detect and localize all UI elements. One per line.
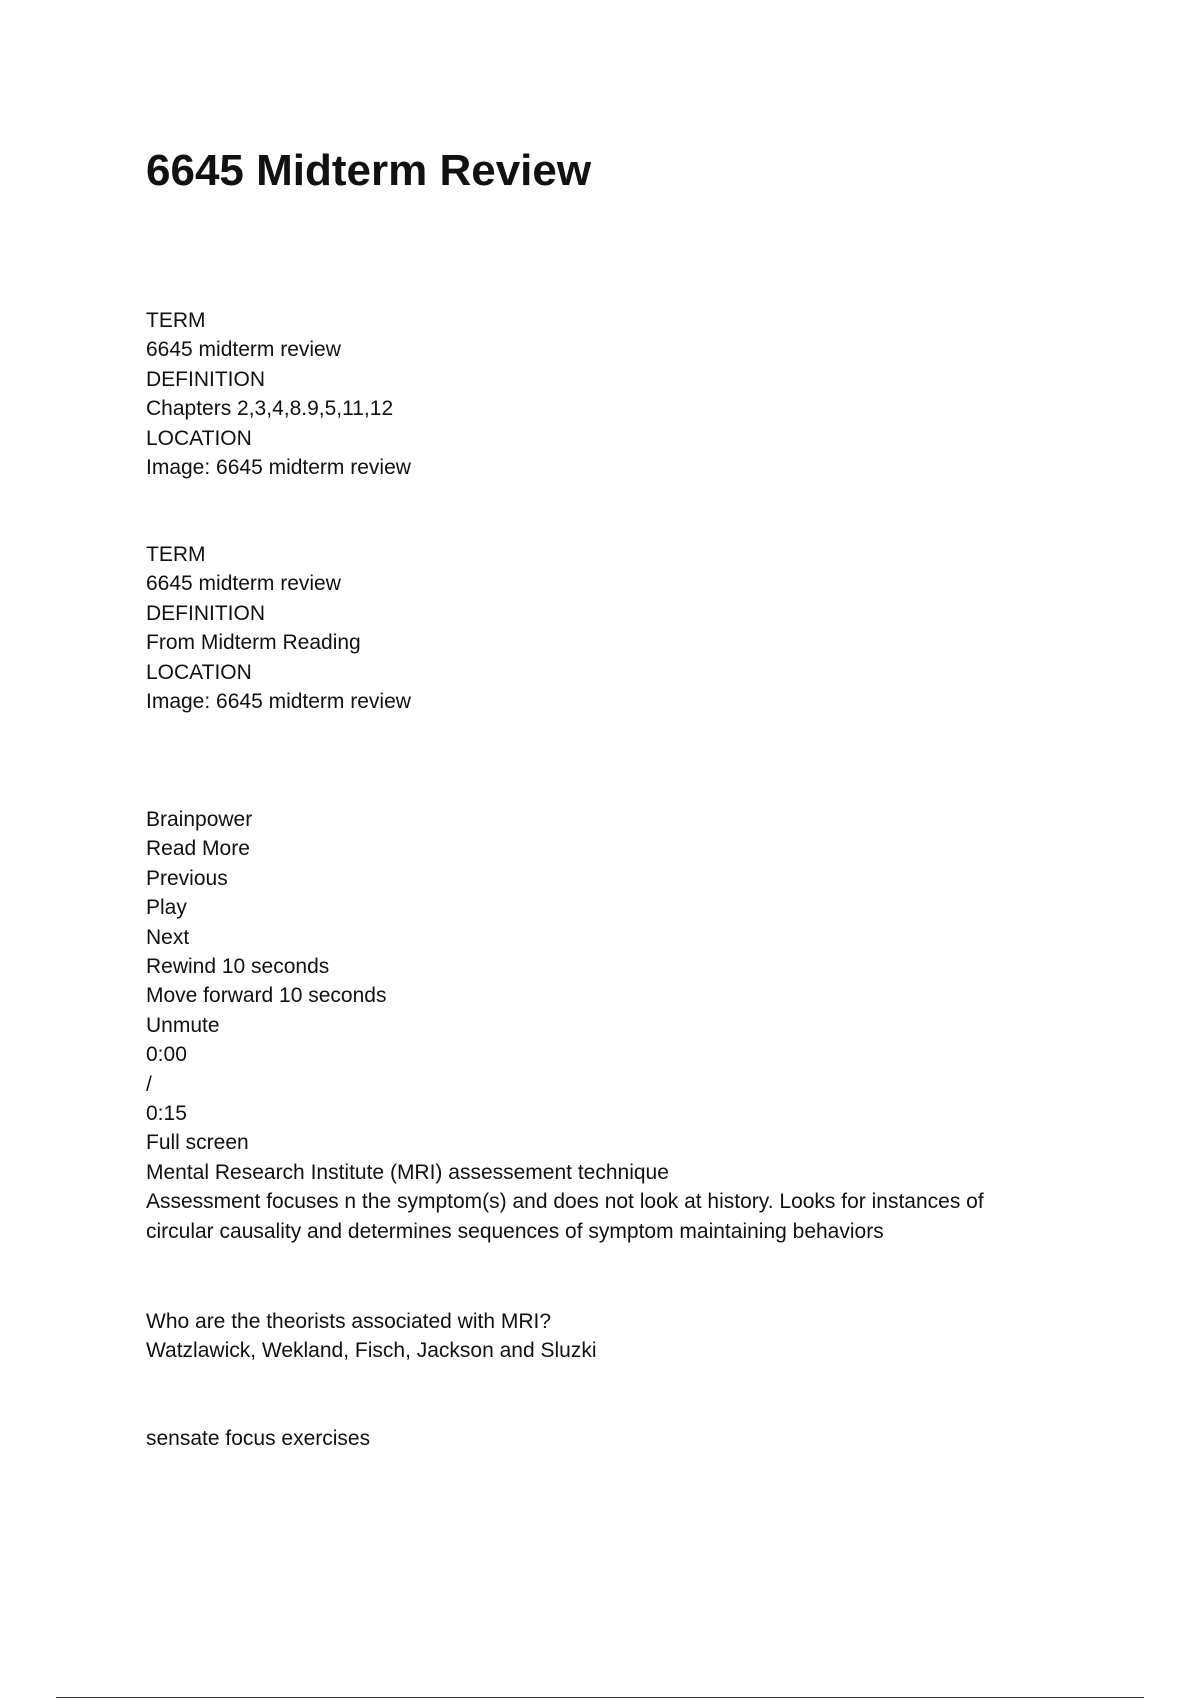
unmute-button[interactable]: Unmute [146,1013,220,1037]
qa-answer: Watzlawick, Wekland, Fisch, Jackson and Sluzki [146,1339,597,1363]
location-value: Image: 6645 midterm review [146,456,411,480]
current-time: 0:00 [146,1043,187,1067]
next-button[interactable]: Next [146,925,190,949]
location-label: LOCATION [146,426,252,450]
previous-button[interactable]: Previous [146,866,228,890]
qa-answer: Assessment focuses n the symptom(s) and does not look at history. Looks for instances of circular causality and determines sequences of symptom maintaining behaviors [146,1190,984,1243]
qa-question: Who are the theorists associated with MRI? [146,1310,552,1333]
term-label: TERM [146,309,206,332]
flashcard-1 [146,306,1046,482]
read-more-link[interactable]: Read More [146,837,250,861]
qa-item-3 [146,1424,1046,1453]
rewind-button[interactable]: Rewind 10 seconds [146,955,330,979]
definition-value: Chapters 2,3,4,8.9,5,11,12 [146,397,394,421]
term-value: 6645 midterm review [146,338,341,362]
brainpower-label: Brainpower [146,808,253,831]
location-label: LOCATION [146,660,252,684]
qa-question: sensate focus exercises [146,1427,371,1450]
forward-button[interactable]: Move forward 10 seconds [146,984,387,1008]
page-title: 6645 Midterm Review [146,146,592,195]
term-value: 6645 midterm review [146,572,341,596]
qa-item-2 [146,1307,1046,1366]
media-player-text [146,805,1046,1246]
definition-label: DEFINITION [146,367,265,391]
flashcard-2 [146,540,1046,716]
play-button[interactable]: Play [146,896,187,920]
definition-value: From Midterm Reading [146,631,361,655]
footer-divider [56,1697,1144,1698]
full-screen-button[interactable]: Full screen [146,1131,249,1155]
location-value: Image: 6645 midterm review [146,690,411,714]
qa-question: Mental Research Institute (MRI) assessement technique [146,1160,669,1184]
duration: 0:15 [146,1102,187,1126]
term-label: TERM [146,543,206,566]
time-separator: / [146,1072,152,1096]
definition-label: DEFINITION [146,601,265,625]
